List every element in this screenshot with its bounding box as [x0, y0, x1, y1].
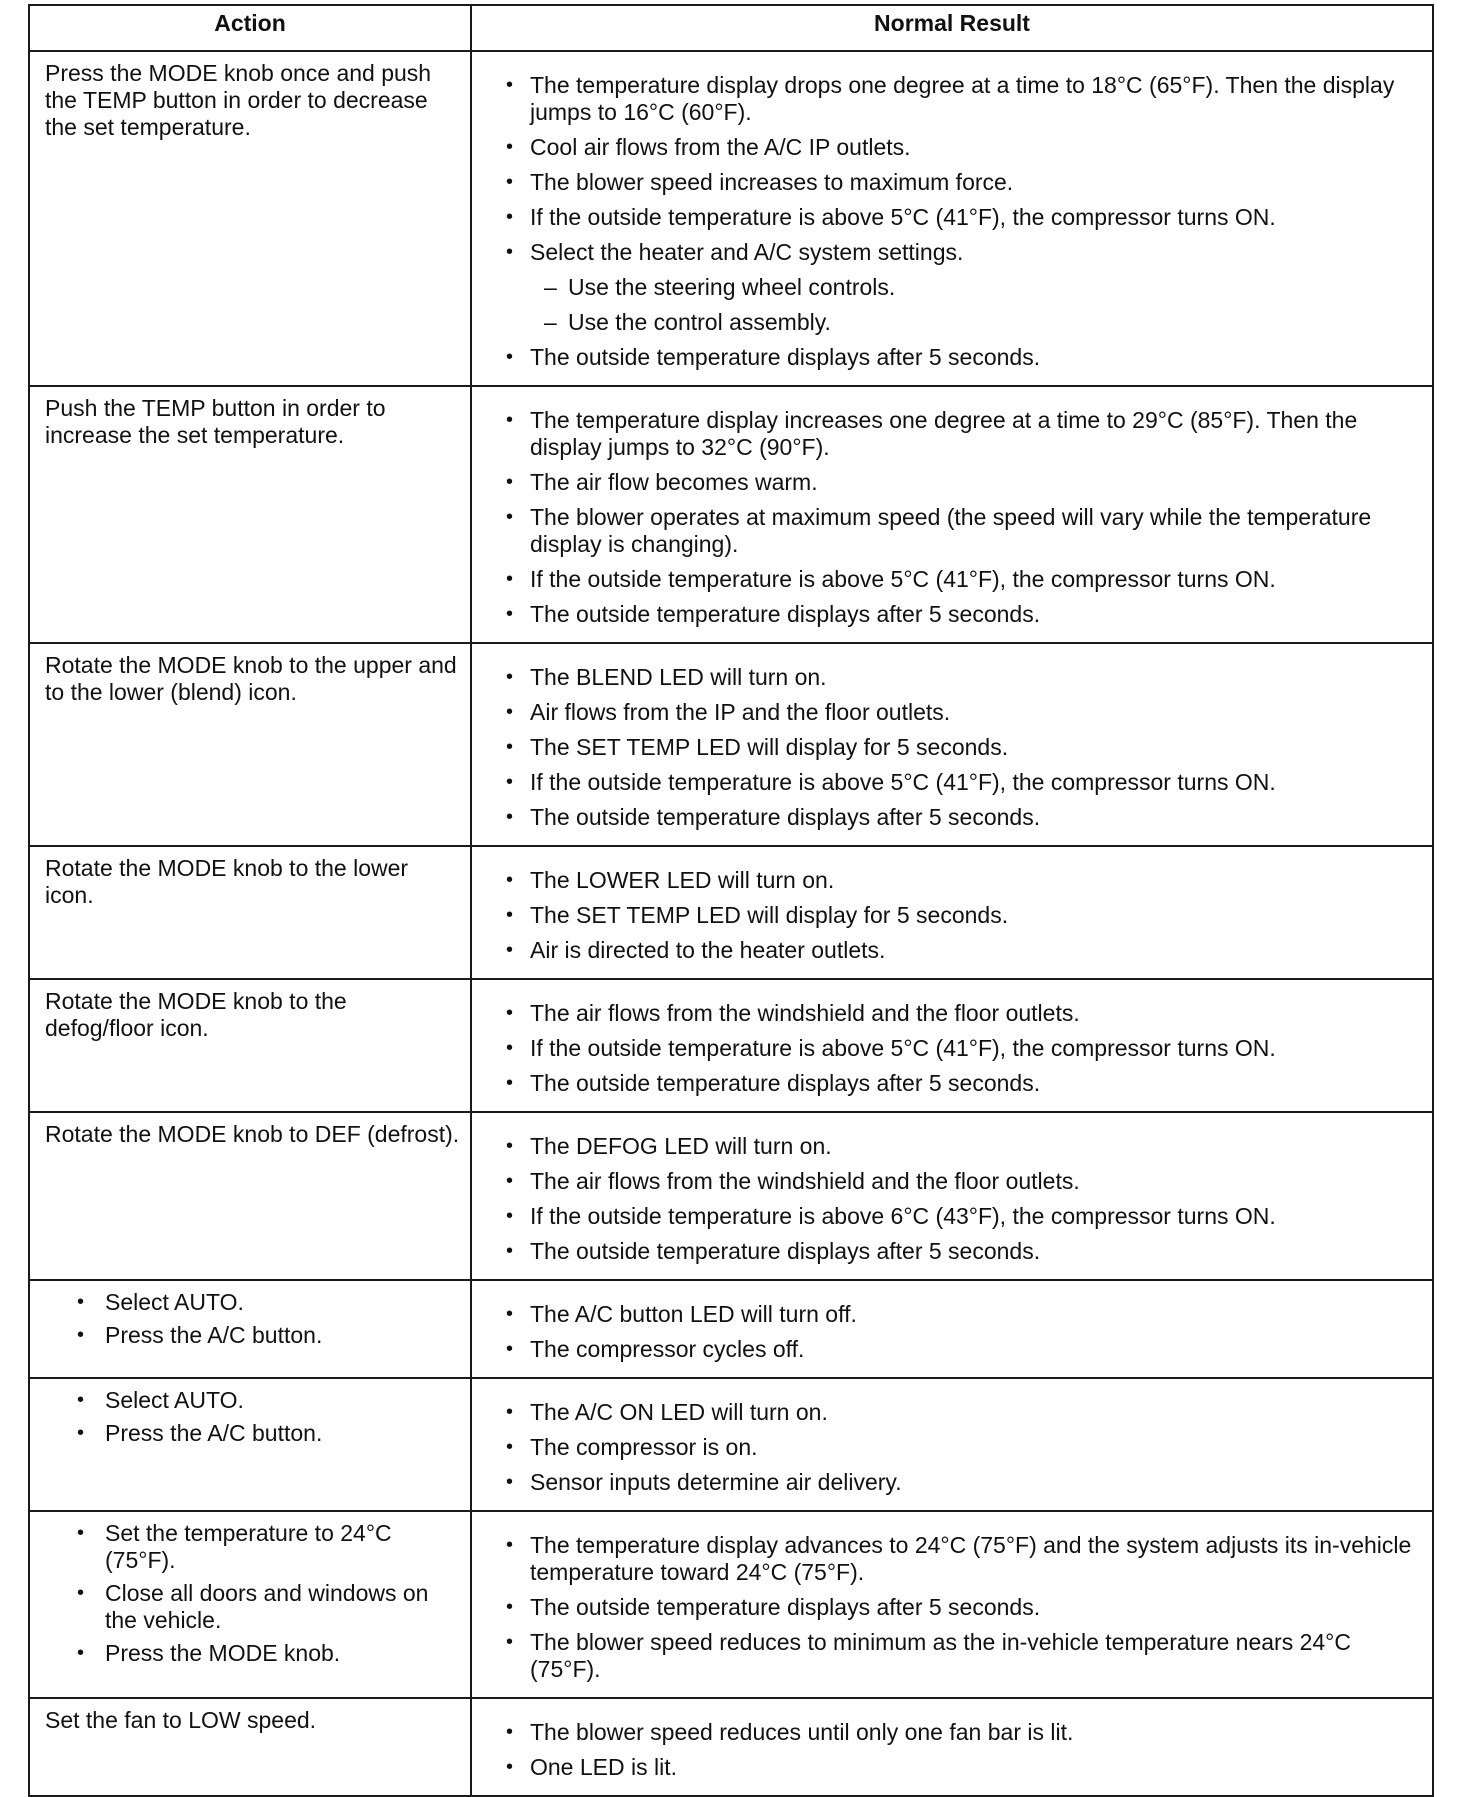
- result-item: • The compressor is on.: [504, 1434, 1420, 1461]
- sub-list: [530, 274, 1420, 336]
- action-cell: [29, 51, 471, 386]
- action-cell: [29, 643, 471, 846]
- result-item: • The temperature display advances to 24°C (75°F) and the system adjusts its in-vehicle temperature toward 24°C (75°F).: [504, 1532, 1420, 1586]
- action-item: • Select AUTO.: [73, 1387, 460, 1414]
- result-item: • Sensor inputs determine air delivery.: [504, 1469, 1420, 1496]
- table-row: [29, 1698, 1433, 1796]
- action-item: • Close all doors and windows on the vehicle.: [73, 1580, 460, 1634]
- action-cell: [29, 1280, 471, 1378]
- action-item: • Press the A/C button.: [73, 1322, 460, 1349]
- action-list: [45, 1520, 460, 1667]
- header-row: [29, 5, 1433, 51]
- action-item: • Press the A/C button.: [73, 1420, 460, 1447]
- action-text: Push the TEMP button in order to increase the set temperature.: [45, 395, 386, 448]
- table-row: [29, 386, 1433, 643]
- result-item: • Cool air flows from the A/C IP outlets.: [504, 134, 1420, 161]
- result-item: • The SET TEMP LED will display for 5 seconds.: [504, 734, 1420, 761]
- result-item: • If the outside temperature is above 5°C (41°F), the compressor turns ON.: [504, 769, 1420, 796]
- action-text: Rotate the MODE knob to DEF (defrost).: [45, 1121, 460, 1147]
- result-list: [504, 1000, 1420, 1097]
- table-row: [29, 1112, 1433, 1280]
- result-item: • The A/C ON LED will turn on.: [504, 1399, 1420, 1426]
- action-item: • Select AUTO.: [73, 1289, 460, 1316]
- result-item: • The temperature display drops one degree at a time to 18°C (65°F). Then the display jumps to 16°C (60°F).: [504, 72, 1420, 126]
- result-item: • The outside temperature displays after 5 seconds.: [504, 804, 1420, 831]
- action-cell: [29, 979, 471, 1112]
- result-list: [504, 1532, 1420, 1683]
- result-item: • The A/C button LED will turn off.: [504, 1301, 1420, 1328]
- action-cell: [29, 1511, 471, 1698]
- result-item: • If the outside temperature is above 5°C (41°F), the compressor turns ON.: [504, 1035, 1420, 1062]
- result-item: • The LOWER LED will turn on.: [504, 867, 1420, 894]
- result-cell: [471, 1698, 1433, 1796]
- action-cell: [29, 846, 471, 979]
- table-row: [29, 979, 1433, 1112]
- action-item: • Set the temperature to 24°C (75°F).: [73, 1520, 460, 1574]
- table-row: [29, 1511, 1433, 1698]
- action-text: Press the MODE knob once and push the TEMP button in order to decrease the set temperature.: [45, 60, 432, 140]
- result-item: • The blower speed reduces until only one fan bar is lit.: [504, 1719, 1420, 1746]
- table-row: [29, 1280, 1433, 1378]
- result-item: • The outside temperature displays after 5 seconds.: [504, 344, 1420, 371]
- result-list: [504, 1399, 1420, 1496]
- action-cell: [29, 1112, 471, 1280]
- result-item: • The outside temperature displays after 5 seconds.: [504, 1238, 1420, 1265]
- result-item: • The outside temperature displays after 5 seconds.: [504, 1070, 1420, 1097]
- result-list: [504, 72, 1420, 371]
- result-item: • Air flows from the IP and the floor outlets.: [504, 699, 1420, 726]
- result-list: [504, 1133, 1420, 1265]
- action-list: [45, 1289, 460, 1349]
- result-item: • If the outside temperature is above 5°C (41°F), the compressor turns ON.: [504, 566, 1420, 593]
- result-cell: [471, 1378, 1433, 1511]
- action-cell: [29, 1378, 471, 1511]
- table-row: [29, 1378, 1433, 1511]
- result-item: • The blower speed increases to maximum force.: [504, 169, 1420, 196]
- table-row: [29, 51, 1433, 386]
- result-item: • If the outside temperature is above 5°C (41°F), the compressor turns ON.: [504, 204, 1420, 231]
- result-cell: [471, 1511, 1433, 1698]
- sub-item: – Use the steering wheel controls.: [530, 274, 1420, 301]
- action-list: [45, 1387, 460, 1447]
- action-cell: [29, 1698, 471, 1796]
- result-item: • The SET TEMP LED will display for 5 seconds.: [504, 902, 1420, 929]
- result-item: • The blower operates at maximum speed (the speed will vary while the temperature display is changing).: [504, 504, 1420, 558]
- action-result-table: [28, 4, 1434, 1797]
- result-cell: [471, 643, 1433, 846]
- result-cell: [471, 1112, 1433, 1280]
- result-item: • The air flows from the windshield and the floor outlets.: [504, 1000, 1420, 1027]
- result-item: • The air flows from the windshield and the floor outlets.: [504, 1168, 1420, 1195]
- result-cell: [471, 51, 1433, 386]
- table-row: [29, 846, 1433, 979]
- action-item: • Press the MODE knob.: [73, 1640, 460, 1667]
- result-item: • The outside temperature displays after 5 seconds.: [504, 601, 1420, 628]
- result-item: • The DEFOG LED will turn on.: [504, 1133, 1420, 1160]
- test-procedure-table: [28, 4, 1434, 1780]
- action-text: Set the fan to LOW speed.: [45, 1707, 317, 1733]
- result-item: • If the outside temperature is above 6°C (43°F), the compressor turns ON.: [504, 1203, 1420, 1230]
- result-list: [504, 867, 1420, 964]
- result-cell: [471, 979, 1433, 1112]
- result-item: • The BLEND LED will turn on.: [504, 664, 1420, 691]
- result-cell: [471, 1280, 1433, 1378]
- action-column-header: Action: [29, 5, 471, 51]
- result-item: • The blower speed reduces to minimum as the in-vehicle temperature nears 24°C (75°F).: [504, 1629, 1420, 1683]
- result-item-text: Select the heater and A/C system settings.: [530, 239, 964, 265]
- result-cell: [471, 846, 1433, 979]
- table-row: [29, 643, 1433, 846]
- result-column-header: Normal Result: [471, 5, 1433, 51]
- result-item: • The air flow becomes warm.: [504, 469, 1420, 496]
- result-item: • Air is directed to the heater outlets.: [504, 937, 1420, 964]
- result-item: • One LED is lit.: [504, 1754, 1420, 1781]
- result-list: [504, 407, 1420, 628]
- result-cell: [471, 386, 1433, 643]
- result-item: • The temperature display increases one degree at a time to 29°C (85°F). Then the display jumps to 32°C (90°F).: [504, 407, 1420, 461]
- action-text: Rotate the MODE knob to the upper and to the lower (blend) icon.: [45, 652, 457, 705]
- action-text: Rotate the MODE knob to the defog/floor icon.: [45, 988, 347, 1041]
- action-text: Rotate the MODE knob to the lower icon.: [45, 855, 409, 908]
- result-list: [504, 1301, 1420, 1363]
- result-list: [504, 1719, 1420, 1781]
- result-item: • The outside temperature displays after 5 seconds.: [504, 1594, 1420, 1621]
- result-list: [504, 664, 1420, 831]
- result-item: • The compressor cycles off.: [504, 1336, 1420, 1363]
- result-item: [504, 239, 1420, 336]
- action-cell: [29, 386, 471, 643]
- sub-item: – Use the control assembly.: [530, 309, 1420, 336]
